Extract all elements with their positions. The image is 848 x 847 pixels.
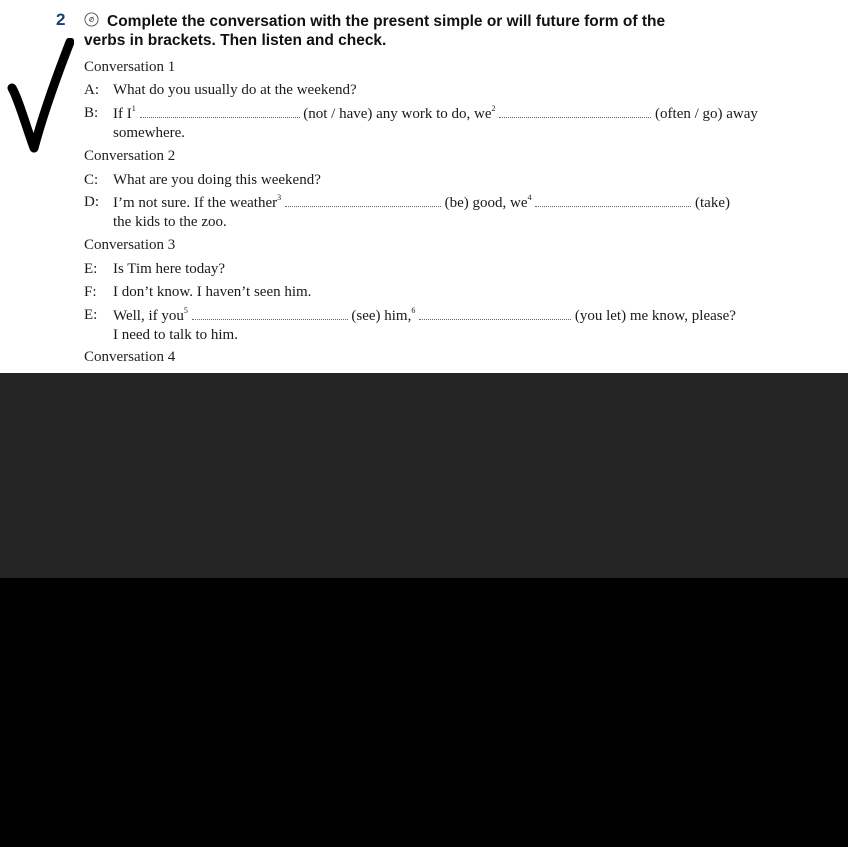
- conversation-4-title: Conversation 4: [84, 349, 176, 365]
- answer-gap-3[interactable]: [285, 194, 441, 207]
- verb-hint: (take): [695, 195, 730, 211]
- speaker-label: D:: [84, 194, 99, 210]
- dialogue-line-with-gaps: [113, 307, 736, 325]
- speaker-label: E:: [84, 261, 98, 277]
- answer-gap-6[interactable]: [419, 307, 571, 320]
- dialogue-line: Is Tim here today?: [113, 261, 226, 277]
- black-area: [0, 578, 848, 847]
- gap-number: 6: [411, 306, 416, 315]
- speaker-label: B:: [84, 105, 99, 121]
- dialogue-line-with-gaps: [113, 105, 758, 123]
- gap-number: 3: [277, 193, 282, 202]
- speaker-label: F:: [84, 284, 97, 300]
- dialogue-text: If I: [113, 106, 132, 122]
- exercise-number: 2: [56, 10, 66, 29]
- answer-gap-4[interactable]: [535, 194, 691, 207]
- verb-hint: (not / have) any work to do, we: [303, 106, 492, 122]
- conversation-1-title: Conversation 1: [84, 59, 176, 75]
- gap-number: 1: [131, 104, 136, 113]
- conversation-2-title: Conversation 2: [84, 148, 176, 164]
- speaker-label: A:: [84, 82, 99, 98]
- verb-hint: (be) good, we: [444, 195, 528, 211]
- dialogue-text: I’m not sure. If the weather: [113, 195, 278, 211]
- dialogue-line-with-gaps: [113, 194, 730, 212]
- speaker-label: E:: [84, 307, 98, 323]
- handwritten-checkmark-icon: [4, 38, 74, 153]
- conversation-3-title: Conversation 3: [84, 237, 176, 253]
- cd-audio-icon[interactable]: [84, 12, 99, 27]
- speaker-label: C:: [84, 172, 99, 188]
- answer-gap-1[interactable]: [140, 105, 300, 118]
- gap-number: 4: [527, 193, 532, 202]
- answer-gap-2[interactable]: [499, 105, 651, 118]
- verb-hint: (you let) me know, please?: [574, 308, 736, 324]
- dialogue-line: What do you usually do at the weekend?: [113, 82, 357, 98]
- dark-band: [0, 373, 848, 578]
- instruction-line-1: Complete the conversation with the present simple or will future form of the: [107, 13, 666, 30]
- textbook-page: [0, 0, 848, 373]
- verb-hint: (often / go) away: [655, 106, 758, 122]
- verb-hint: (see) him,: [351, 308, 412, 324]
- gap-number: 2: [491, 104, 496, 113]
- dialogue-continuation: I need to talk to him.: [113, 327, 238, 343]
- dialogue-line: I don’t know. I haven’t seen him.: [113, 284, 312, 300]
- gap-number: 5: [183, 306, 188, 315]
- dialogue-continuation: somewhere.: [113, 125, 186, 141]
- answer-gap-5[interactable]: [192, 307, 348, 320]
- dialogue-line: What are you doing this weekend?: [113, 172, 321, 188]
- dialogue-continuation: the kids to the zoo.: [113, 214, 227, 230]
- dialogue-text: Well, if you: [113, 308, 184, 324]
- instruction-line-2: verbs in brackets. Then listen and check.: [84, 32, 387, 49]
